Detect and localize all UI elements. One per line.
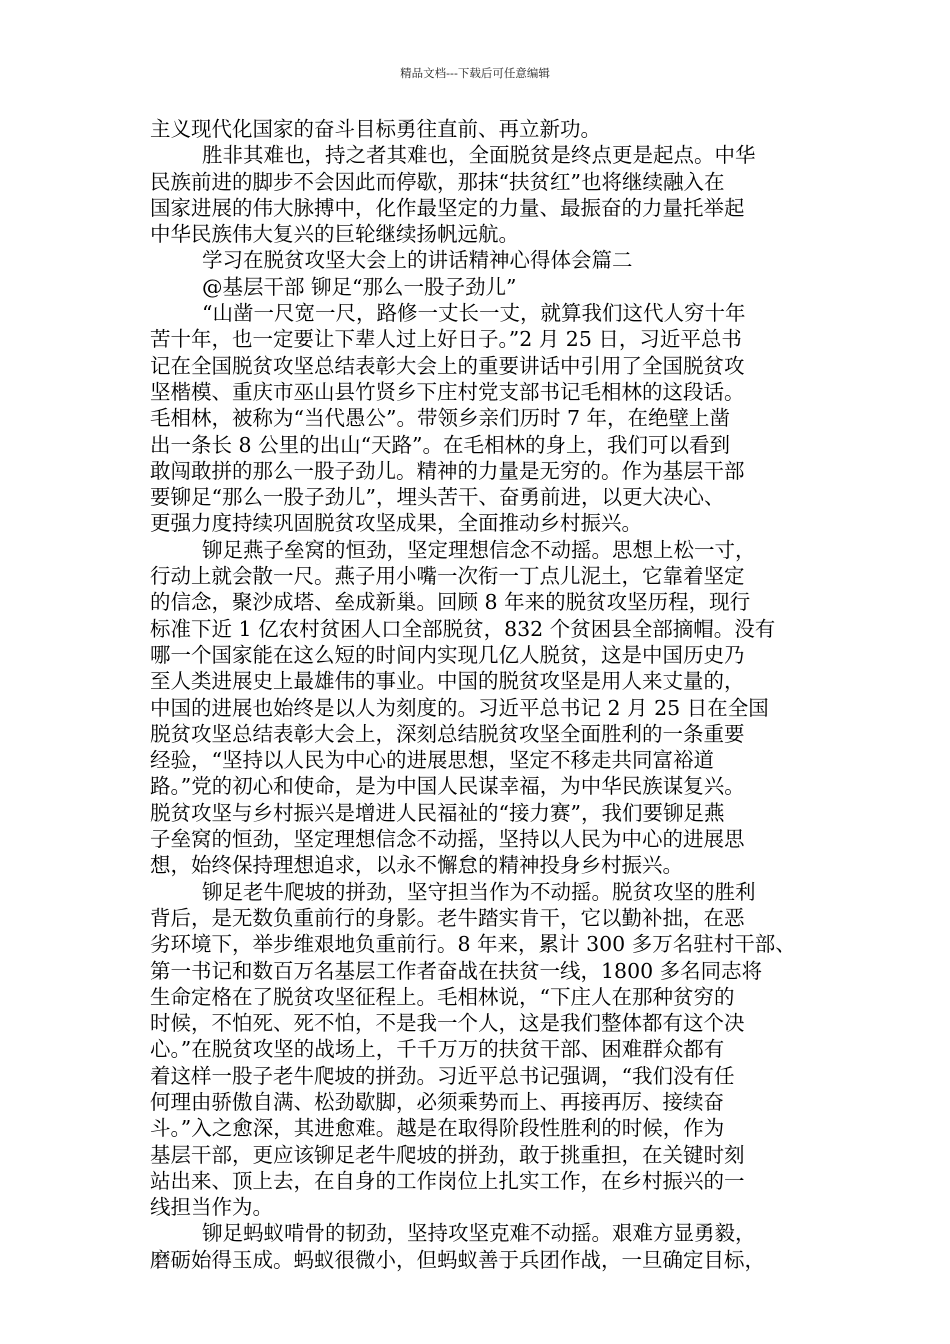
text-line: 铆足蚂蚁啃骨的韧劲，坚持攻坚克难不动摇。艰难方显勇毅，	[202, 1221, 756, 1246]
text-line: 苦十年，也一定要让下辈人过上好日子。”2 月 25 日，习近平总书	[150, 327, 742, 352]
page-header: 精品文档---下载后可任意编辑	[400, 66, 550, 80]
text-line: 铆足老牛爬坡的拼劲，坚守担当作为不动摇。脱贫攻坚的胜利	[202, 879, 756, 904]
text-line: 主义现代化国家的奋斗目标勇往直前、再立新功。	[150, 117, 601, 141]
text-line: 要铆足“那么一股子劲儿”，埋头苦干、奋勇前进，以更大决心、	[150, 485, 725, 510]
text-line: 时候，不怕死、死不怕，不是我一个人，这是我们整体都有这个决	[150, 1011, 745, 1036]
text-line: 中华民族伟大复兴的巨轮继续扬帆远航。	[150, 222, 519, 247]
text-line: 铆足燕子垒窝的恒劲，坚定理想信念不动摇。思想上松一寸，	[202, 537, 756, 562]
text-line: 想，始终保持理想追求，以永不懈怠的精神投身乡村振兴。	[150, 853, 683, 878]
text-line: 心。”在脱贫攻坚的战场上，千千万万的扶贫干部、困难群众都有	[150, 1037, 725, 1062]
text-line: 国家进展的伟大脉搏中，化作最坚定的力量、最振奋的力量托举起	[150, 195, 745, 220]
text-line: “山凿一尺宽一尺，路修一丈长一丈，就算我们这代人穷十年	[202, 301, 746, 326]
text-line: 劣环境下，举步维艰地负重前行。8 年来，累计 300 多万名驻村干部、	[150, 932, 796, 957]
text-line: 中国的进展也始终是以人为刻度的。习近平总书记 2 月 25 日在全国	[150, 695, 769, 720]
text-line: 斗。”入之愈深，其进愈难。越是在取得阶段性胜利的时候，作为	[150, 1116, 725, 1141]
text-line: 行动上就会散一尺。燕子用小嘴一次衔一丁点儿泥土，它靠着坚定	[150, 564, 745, 589]
text-line: 至人类进展史上最雄伟的事业。中国的脱贫攻坚是用人来丈量的，	[150, 669, 745, 694]
text-line: 子垒窝的恒劲，坚定理想信念不动摇，坚持以人民为中心的进展思	[150, 827, 745, 852]
text-line: 脱贫攻坚总结表彰大会上，深刻总结脱贫攻坚全面胜利的一条重要	[150, 721, 745, 746]
text-line: 线担当作为。	[150, 1195, 273, 1220]
text-line: 脱贫攻坚与乡村振兴是增进人民福祉的“接力赛”，我们要铆足燕	[150, 800, 725, 825]
text-line: 坚楷模、重庆市巫山县竹贤乡下庄村党支部书记毛相林的这段话。	[150, 379, 745, 404]
text-line: 第一书记和数百万名基层工作者奋战在扶贫一线，1800 多名同志将	[150, 958, 763, 983]
text-line: 胜非其难也，持之者其难也，全面脱贫是终点更是起点。中华	[202, 143, 756, 168]
text-line: 出一条长 8 公里的出山“天路”。在毛相林的身上，我们可以看到	[150, 432, 731, 457]
text-line: 学习在脱贫攻坚大会上的讲话精神心得体会篇二	[202, 248, 633, 273]
text-line: 毛相林，被称为“当代愚公”。带领乡亲们历时 7 年，在绝壁上凿	[150, 406, 731, 431]
document-body	[150, 116, 822, 1273]
text-line: 路。”党的初心和使命，是为中国人民谋幸福，为中华民族谋复兴。	[150, 774, 745, 799]
text-line: @基层干部 铆足“那么一股子劲儿”	[202, 274, 517, 299]
text-line: 经验，“坚持以人民为中心的进展思想，坚定不移走共同富裕道	[150, 748, 714, 773]
text-line: 哪一个国家能在这么短的时间内实现几亿人脱贫，这是中国历史乃	[150, 642, 745, 667]
text-line: 背后，是无数负重前行的身影。老牛踏实肯干，它以勤补拙，在恶	[150, 905, 745, 930]
text-line: 敢闯敢拼的那么一股子劲儿。精神的力量是无穷的。作为基层干部	[150, 458, 745, 483]
text-line: 更强力度持续巩固脱贫攻坚成果，全面推动乡村振兴。	[150, 511, 642, 536]
text-line: 何理由骄傲自满、松劲歇脚，必须乘势而上、再接再厉、接续奋	[150, 1089, 724, 1114]
text-line: 民族前进的脚步不会因此而停歇，那抹“扶贫红”也将继续融入在	[150, 169, 725, 194]
text-line: 记在全国脱贫攻坚总结表彰大会上的重要讲话中引用了全国脱贫攻	[150, 353, 745, 378]
text-line: 基层干部，更应该铆足老牛爬坡的拼劲，敢于挑重担，在关键时刻	[150, 1142, 745, 1167]
text-line: 磨砺始得玉成。蚂蚁很微小，但蚂蚁善于兵团作战，一旦确定目标，	[150, 1247, 765, 1272]
text-line: 标准下近 1 亿农村贫困人口全部脱贫，832 个贫困县全部摘帽。没有	[150, 616, 776, 641]
text-line: 站出来、顶上去，在自身的工作岗位上扎实工作，在乡村振兴的一	[150, 1168, 745, 1193]
text-line: 的信念，聚沙成塔、垒成新巢。回顾 8 年来的脱贫攻坚历程，现行	[150, 590, 751, 615]
text-line: 着这样一股子老牛爬坡的拼劲。习近平总书记强调，“我们没有任	[150, 1063, 735, 1088]
text-line: 生命定格在了脱贫攻坚征程上。毛相林说，“下庄人在那种贫穷的	[150, 984, 735, 1009]
